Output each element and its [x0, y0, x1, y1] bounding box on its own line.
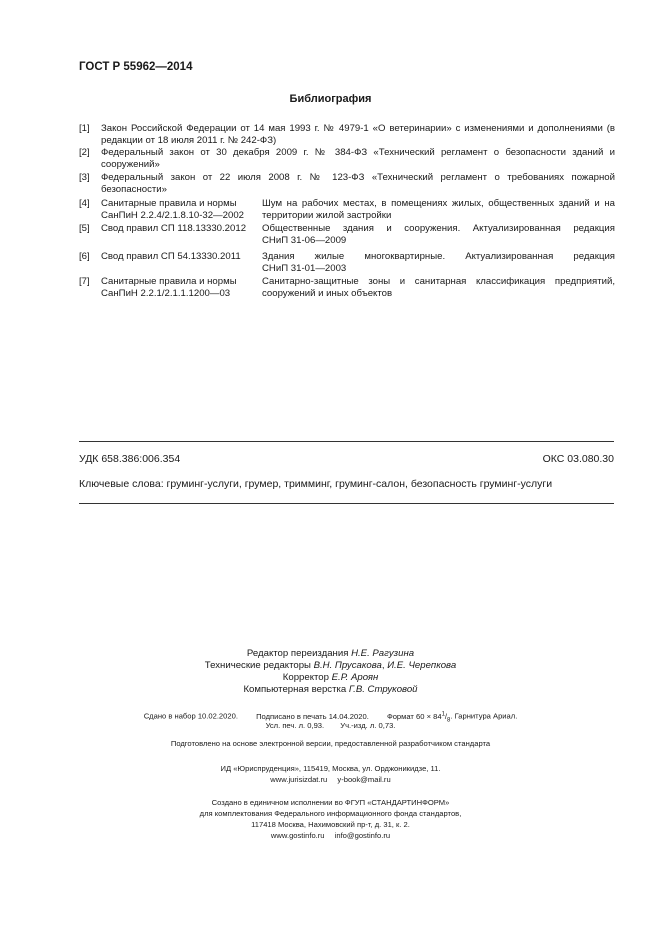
format-sup: 1	[441, 711, 445, 717]
bib-number: [4]	[79, 198, 90, 209]
producer-line-1: Создано в единичном исполнении во ФГУП «СТАНДАРТИНФОРМ»	[211, 798, 450, 807]
bib-description: Шум на рабочих местах, в помещениях жилых, общественных зданий и на территории жилой застройки	[262, 198, 615, 221]
tech-editors-separator: ,	[381, 660, 388, 671]
bib-number: [2]	[79, 147, 90, 158]
layout-line	[0, 683, 661, 696]
divider-top	[79, 441, 614, 442]
producer-site-link[interactable]: www.gostinfo.ru	[270, 831, 325, 840]
bib-description	[262, 251, 615, 275]
bib-number: [7]	[79, 276, 90, 287]
producer-address: 117418 Москва, Нахимовский пр-т, д. 31, к. 2.	[251, 820, 410, 829]
section-title: Библиография	[289, 93, 372, 105]
bib-entry-text: Федеральный закон от 30 декабря 2009 г. № 384-ФЗ «Технический регламент о безопасности зданий и сооружений»	[101, 147, 615, 170]
divider-bottom	[79, 503, 614, 504]
producer-email-link[interactable]: info@gostinfo.ru	[334, 831, 391, 840]
bib-description-line: СНиП 31-06—2009	[262, 235, 347, 246]
bib-description	[262, 223, 615, 247]
layout-name: Г.В. Струковой	[348, 684, 418, 695]
imprint-line-2	[0, 720, 661, 731]
corrector-label: Корректор	[282, 672, 329, 683]
bib-document	[101, 198, 261, 222]
publisher-contacts	[0, 774, 661, 785]
corrector-name: Е.Р. Ароян	[331, 672, 379, 683]
bib-description-line: Общественные здания и сооружения. Актуализированная редакция	[262, 223, 615, 234]
bib-document	[101, 276, 261, 300]
format-slash: /	[444, 711, 448, 721]
print-sheets: Усл. печ. л. 0,93.	[265, 721, 325, 730]
typeface: . Гарнитура Ариал.	[450, 711, 518, 721]
bib-number: [1]	[79, 123, 90, 134]
tech-editor-name: И.Е. Черепкова	[387, 660, 457, 671]
bib-number: [6]	[79, 251, 90, 262]
bib-document-line: СанПиН 2.2.1/2.1.1.1200—03	[101, 288, 231, 299]
signed-date: Подписано в печать 14.04.2020.	[256, 711, 369, 721]
bib-description-line: Здания жилые многоквартирные. Актуализированная редакция	[262, 251, 615, 262]
bib-entry-text: Федеральный закон от 22 июля 2008 г. № 123-ФЗ «Технический регламент о требованиях пожарной безопасности»	[101, 172, 615, 195]
publisher-site-link[interactable]: www.jurisizdat.ru	[270, 775, 328, 784]
tech-editors-label: Технические редакторы	[204, 660, 311, 671]
bib-description: Санитарно-защитные зоны и санитарная классификация предприятий, сооружений и иных объектов	[262, 276, 615, 299]
publisher-address: ИД «Юриспруденция», 115419, Москва, ул. Орджоникидзе, 11.	[220, 764, 441, 773]
oks-code: ОКС 03.080.30	[542, 453, 614, 465]
bib-description-line: СНиП 31-01—2003	[262, 263, 347, 274]
editor-name: Н.Е. Рагузина	[351, 648, 415, 659]
prepared-note: Подготовлено на основе электронной версии, предоставленной разработчиком стандарта	[170, 739, 491, 748]
bib-document: Свод правил СП 54.13330.2011	[101, 251, 241, 262]
bib-document-line: СанПиН 2.2.4/2.1.8.10-32—2002	[101, 210, 244, 221]
bib-document-line: Санитарные правила и нормы	[101, 198, 237, 209]
submitted-date: Сдано в набор 10.02.2020.	[143, 711, 238, 721]
bib-entry-text: Закон Российской Федерации от 14 мая 1993 г. № 4979-1 «О ветеринарии» с изменениями и дополнениями (в редакции от 18 июля 2011 г. № 242-ФЗ)	[101, 123, 615, 146]
publisher-email-link[interactable]: y-book@mail.ru	[337, 775, 391, 784]
producer-line-2: для комплектования Федерального информационного фонда стандартов,	[199, 809, 462, 818]
format-sub: 8	[447, 717, 451, 724]
bib-number: [5]	[79, 223, 90, 234]
tech-editor-name: В.Н. Прусакова	[313, 660, 382, 671]
editor-label: Редактор переиздания	[246, 648, 349, 659]
producer-contacts	[0, 830, 661, 841]
keywords: Ключевые слова: груминг-услуги, грумер, тримминг, груминг-салон, безопасность груминг-услуги	[79, 478, 553, 490]
edition-sheets: Уч.-изд. л. 0,73.	[340, 721, 396, 730]
bib-document-line: Санитарные правила и нормы	[101, 276, 237, 287]
format-prefix: Формат 60 × 84	[386, 711, 442, 721]
standard-number: ГОСТ Р 55962—2014	[79, 61, 193, 73]
bib-document: Свод правил СП 118.13330.2012	[101, 223, 247, 234]
udk-code: УДК 658.386:006.354	[79, 453, 181, 465]
bib-number: [3]	[79, 172, 90, 183]
layout-label: Компьютерная верстка	[243, 684, 347, 695]
